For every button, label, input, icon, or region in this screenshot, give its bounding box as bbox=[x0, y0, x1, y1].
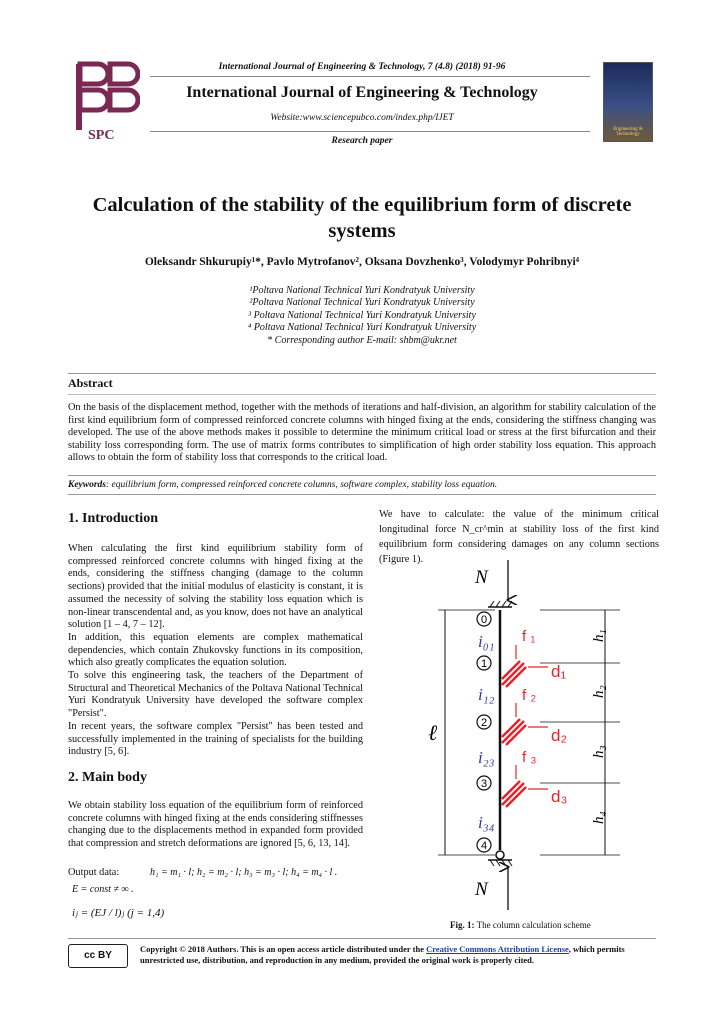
cc-by-icon: cc BY bbox=[84, 950, 112, 961]
length-label: ℓ bbox=[428, 721, 438, 746]
journal-title: International Journal of Engineering & Technology bbox=[186, 84, 538, 101]
license-link[interactable]: Creative Commons Attribution License bbox=[426, 944, 569, 954]
node-3-label: 3 bbox=[480, 778, 488, 790]
affiliations bbox=[0, 285, 724, 347]
h1-label: h₁ bbox=[591, 629, 607, 642]
d2-label: d₂ bbox=[551, 726, 568, 745]
stiffness-i23: i₂₃ bbox=[478, 748, 495, 767]
damage-hatches bbox=[502, 661, 526, 807]
figure-caption bbox=[450, 920, 591, 930]
affiliation-4: ⁴ Poltava National Technical Yuri Kondratyuk University bbox=[247, 322, 477, 334]
caption-text: The column calculation scheme bbox=[474, 920, 591, 930]
intro-heading: 1. Introduction bbox=[68, 511, 158, 526]
copyright-notice bbox=[140, 944, 660, 966]
keywords-rule bbox=[68, 494, 656, 495]
abstract-rule-bottom bbox=[68, 475, 656, 476]
keywords-label: Keywords bbox=[68, 480, 106, 490]
affiliation-2: ²Poltava National Technical Yuri Kondratyuk University bbox=[249, 297, 475, 309]
abstract-rule-mid bbox=[68, 394, 656, 395]
stiffness-i01: i₀₁ bbox=[478, 632, 495, 651]
intro-paragraph-4: In recent years, the software complex "Persist" has been tested and successfully implemented in the training of specialists for the building industry [5, 6]. bbox=[68, 720, 363, 758]
stiffness-i12: i₁₂ bbox=[478, 685, 495, 704]
node-4-label: 4 bbox=[480, 840, 488, 852]
cover-text: Engineering & Technology bbox=[613, 127, 643, 137]
d3-label: d₃ bbox=[551, 787, 568, 806]
node-2-label: 2 bbox=[480, 717, 488, 729]
publisher-logo bbox=[70, 60, 140, 148]
e-formula: E = const ≠ ∞ . bbox=[72, 884, 134, 895]
footer-rule bbox=[68, 938, 656, 939]
journal-citation: International Journal of Engineering & Technology, 7 (4.8) (2018) 91-96 bbox=[218, 62, 506, 72]
h2-label: h₂ bbox=[591, 685, 607, 698]
f2-label: f ₂ bbox=[522, 687, 537, 704]
intro-body bbox=[68, 543, 363, 759]
intro-paragraph-1: When calculating the first kind equilibrium stability form of compressed reinforced concrete columns with hinged fixing at the ends, considering the stiffness changing (damage to the column sections) provided that the initial modulus of elasticity is constant, it is assumed the necessity of solving the stability loss equation which is non-linear transcendental and, as you know, does not have an analytical solution [1 – 4, 7 – 12]. bbox=[68, 543, 363, 631]
intro-paragraph-3: To solve this engineering task, the teachers of the Department of Structural and Theoretical Mechanics of the Poltava National Technical Yuri Kondratyuk University have developed the software complex "Persist". bbox=[68, 670, 363, 720]
abstract-heading: Abstract bbox=[68, 376, 113, 390]
journal-website: Website:www.sciencepubco.com/index.php/IJET bbox=[270, 113, 454, 123]
h3-label: h₃ bbox=[591, 745, 607, 758]
f1-label: f ₁ bbox=[522, 628, 536, 645]
force-bottom-label: N bbox=[475, 879, 488, 900]
bottom-hinge bbox=[496, 851, 504, 859]
logo-text: SPC bbox=[88, 128, 115, 143]
keywords-text: : equilibrium form, compressed reinforced concrete columns, software complex, stability loss equation. bbox=[106, 480, 498, 490]
bottom-support-hatch bbox=[490, 860, 512, 866]
d1-label: d₁ bbox=[551, 662, 567, 681]
affiliation-1: ¹Poltava National Technical Yuri Kondratyuk University bbox=[249, 285, 475, 296]
node-1-label: 1 bbox=[480, 658, 488, 670]
abstract-rule-top bbox=[68, 373, 656, 374]
intro-paragraph-2: In addition, this equation elements are complex mathematical dependencies, which contain Zhukovsky functions in its composition, which also greatly complicates the equation solution. bbox=[68, 631, 363, 669]
copyright-text-end: , which permits unrestricted use, distribution, and reproduction in any medium, provided the original work is properly cited. bbox=[140, 944, 625, 965]
column-scheme-svg bbox=[420, 555, 650, 915]
keywords bbox=[68, 480, 656, 490]
paper-title: Calculation of the stability of the equilibrium form of discrete systems bbox=[92, 194, 632, 242]
top-support-hatch bbox=[490, 601, 512, 607]
author-list: Oleksandr Shkurupiy¹*, Pavlo Mytrofanov², Oksana Dovzhenko³, Volodymyr Pohribnyi⁴ bbox=[144, 256, 580, 268]
output-formula: h₁ = m₁ · l; h₂ = m₂ · l; h₃ = m₃ · l; h₄ = m₄ · l . bbox=[150, 867, 338, 878]
copyright-text-start: Copyright © 2018 Authors. This is an open access article distributed under the bbox=[140, 944, 427, 954]
journal-cover bbox=[603, 62, 653, 142]
main-heading: 2. Main body bbox=[68, 770, 147, 785]
caption-label: Fig. 1: bbox=[450, 920, 475, 930]
main-body bbox=[68, 800, 363, 851]
paper-type: Research paper bbox=[331, 136, 393, 146]
force-top-label: N bbox=[475, 567, 488, 588]
corresponding-author: * Corresponding author E-mail: shbm@ukr.net bbox=[267, 334, 457, 346]
h4-label: h₄ bbox=[591, 811, 607, 824]
column-scheme-figure bbox=[420, 555, 650, 915]
i-formula: iⱼ = (EJ / l)ⱼ (j = 1,4) bbox=[72, 907, 165, 919]
node-0-label: 0 bbox=[480, 614, 488, 626]
affiliation-3: ³ Poltava National Technical Yuri Kondratyuk University bbox=[248, 309, 476, 321]
main-paragraph: We obtain stability loss equation of the equilibrium form of reinforced concrete columns with hinged fixing at the ends considering stiffnesses changing due to the displacements method in expanded form provided that compression and stretch deformations are ignored [5, 6, 13, 14]. bbox=[68, 800, 363, 850]
cc-license-badge bbox=[68, 944, 128, 968]
output-data-label: Output data: bbox=[68, 867, 120, 878]
header-rule-bottom bbox=[150, 131, 590, 132]
right-paragraph: We have to calculate: the value of the minimum critical longitudinal force N_cr^min at stability loss of the first kind equilibrium form considering damages on any column sections (Figure 1). bbox=[379, 509, 659, 565]
abstract-text: On the basis of the displacement method, together with the methods of iterations and half-division, an algorithm for stability calculation of the first kind equilibrium form of compressed reinforced concrete columns with hinged fixing at the ends, considering the stiffness changing was developed. The use of the above methods makes it possible to determine the minimum critical load or stress at the first bifurcation and their stability loss corresponding form. The use of matrix forms contributes to simplification of high order stability loss equation. This approach allows to obtain the form of stability loss that corresponds to the critical load. bbox=[68, 402, 656, 464]
f3-label: f ₃ bbox=[522, 749, 537, 766]
stiffness-i34: i₃₄ bbox=[478, 813, 495, 832]
header-rule-top bbox=[150, 76, 590, 77]
